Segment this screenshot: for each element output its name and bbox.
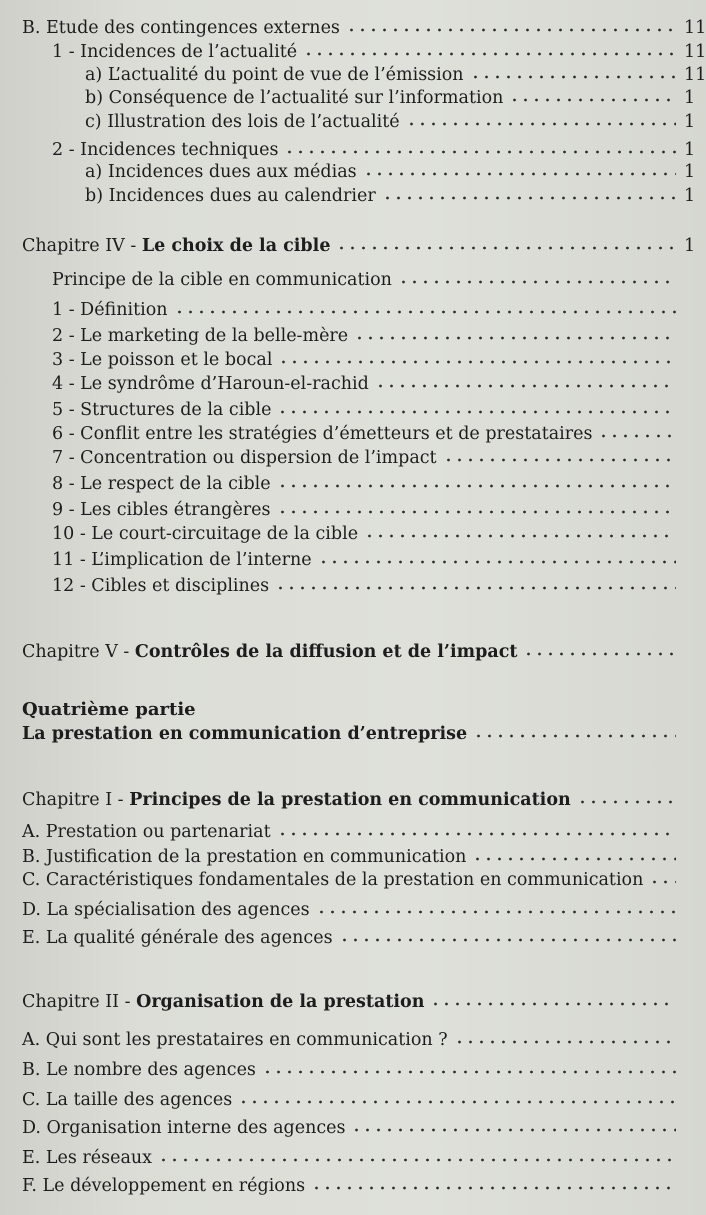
dot-leader (238, 1087, 676, 1105)
entry-label: E. Les réseaux (22, 1148, 153, 1168)
toc-entry (52, 267, 706, 293)
entry-label: 11 - L’implication de l’interne (52, 550, 312, 570)
entry-label: 5 - Structures de la cible (52, 400, 272, 420)
dot-leader (406, 109, 676, 127)
page-number: 1 (684, 186, 696, 206)
page-number: 1 (684, 162, 696, 182)
part-subtitle-text: La prestation en communication d’entreprise (22, 724, 468, 744)
toc-entry (52, 421, 706, 447)
entry-label: A. Qui sont les prestataires en communication ? (22, 1030, 448, 1050)
chapter-heading (22, 787, 706, 813)
toc-entry (52, 521, 706, 547)
dot-leader (316, 897, 676, 915)
entry-label: 10 - Le court-circuitage de la cible (52, 524, 359, 544)
entry-label: A. Prestation ou partenariat (22, 822, 271, 842)
chapter-title: Organisation de la prestation (136, 992, 425, 1012)
chapter-prefix: Chapitre V - (22, 642, 130, 662)
toc-entry (52, 323, 706, 349)
dot-leader (472, 844, 676, 862)
page-number: 1 (684, 88, 696, 108)
entry-label: 7 - Concentration ou dispersion de l’impact (52, 448, 437, 468)
entry-label: 3 - Le poisson et le bocal (52, 350, 273, 370)
dot-leader (649, 867, 676, 885)
toc-entry (22, 1057, 706, 1083)
toc-entry (52, 445, 706, 471)
entry-label: B. Le nombre des agences (22, 1060, 256, 1080)
entry-label: 6 - Conflit entre les stratégies d’émetteurs et de prestataires (52, 424, 593, 444)
toc-entry (22, 1173, 706, 1199)
dot-leader (598, 421, 676, 439)
entry-label: b) Incidences dues au calendrier (85, 186, 376, 206)
toc-entry (22, 1087, 706, 1113)
entry-label: 8 - Le respect de la cible (52, 474, 271, 494)
toc-entry (85, 85, 706, 111)
dot-leader (375, 371, 676, 389)
chapter-heading (22, 233, 706, 259)
dot-leader (262, 1057, 676, 1075)
dot-leader (473, 721, 676, 739)
dot-leader (277, 397, 676, 415)
entry-label: c) Illustration des lois de l’actualité (85, 112, 400, 132)
entry-label: F. Le développement en régions (22, 1176, 306, 1196)
entry-label: D. La spécialisation des agences (22, 900, 310, 920)
page-number: 1 (684, 140, 696, 160)
entry-label: 2 - Le marketing de la belle-mère (52, 326, 349, 346)
entry-label: a) Incidences dues aux médias (85, 162, 357, 182)
entry-label: C. La taille des agences (22, 1090, 233, 1110)
toc-entry (22, 15, 706, 41)
dot-leader (277, 497, 676, 515)
toc-entry (22, 1115, 706, 1141)
chapter-heading (22, 989, 706, 1015)
dot-leader (318, 547, 676, 565)
toc-entry (52, 471, 706, 497)
toc-entry (22, 897, 706, 923)
entry-label: C. Caractéristiques fondamentales de la prestation en communication (22, 870, 644, 890)
page-number: 11 (684, 65, 706, 85)
entry-label: B. Justification de la prestation en communication (22, 847, 467, 867)
toc-entry (52, 347, 706, 373)
dot-leader (443, 445, 676, 463)
dot-leader (398, 267, 676, 285)
toc-entry (52, 497, 706, 523)
page-number: 11 (684, 18, 706, 38)
entry-label: Principe de la cible en communication (52, 270, 392, 290)
toc-entry (52, 297, 706, 323)
dot-leader (430, 989, 676, 1007)
toc-entry (22, 819, 706, 845)
dot-leader (382, 183, 676, 201)
entry-label: D. Organisation interne des agences (22, 1118, 346, 1138)
dot-leader (363, 159, 676, 177)
dot-leader (509, 85, 676, 103)
dot-leader (277, 471, 676, 489)
chapter-title: Contrôles de la diffusion et de l’impact (134, 642, 518, 662)
entry-label: 4 - Le syndrôme d’Haroun-el-rachid (52, 374, 369, 394)
entry-label: B. Etude des contingences externes (22, 18, 340, 38)
dot-leader (577, 787, 676, 805)
page-number: 1 (684, 236, 696, 256)
dot-leader (158, 1145, 676, 1163)
toc-entry (85, 183, 706, 209)
chapter-prefix: Chapitre IV - (22, 236, 137, 256)
chapter-title: Le choix de la cible (141, 236, 331, 256)
dot-leader (364, 521, 676, 539)
page-number: 1 (684, 112, 696, 132)
dot-leader (284, 137, 676, 155)
entry-label: 1 - Incidences de l’actualité (52, 42, 298, 62)
toc-entry (22, 1027, 706, 1053)
toc-entry (52, 397, 706, 423)
entry-label: a) L’actualité du point de vue de l’émission (85, 65, 464, 85)
entry-label: 1 - Définition (52, 300, 168, 320)
chapter-heading (22, 639, 706, 665)
dot-leader (470, 62, 676, 80)
toc-entry (85, 159, 706, 185)
dot-leader (454, 1027, 676, 1045)
toc-entry (52, 573, 706, 599)
dot-leader (277, 819, 676, 837)
toc-entry (22, 925, 706, 951)
entry-label: 9 - Les cibles étrangères (52, 500, 271, 520)
part-title: Quatrième partie (22, 699, 196, 720)
toc-entry (52, 547, 706, 573)
dot-leader (351, 1115, 676, 1133)
dot-leader (278, 347, 676, 365)
dot-leader (354, 323, 676, 341)
entry-label: E. La qualité générale des agences (22, 928, 333, 948)
toc-entry (85, 109, 706, 135)
dot-leader (303, 39, 676, 57)
dot-leader (523, 639, 676, 657)
part-subtitle (22, 721, 706, 747)
chapter-prefix: Chapitre II - (22, 992, 131, 1012)
dot-leader (174, 297, 676, 315)
entry-label: 2 - Incidences techniques (52, 140, 279, 160)
chapter-title: Principes de la prestation en communication (129, 790, 571, 810)
dot-leader (275, 573, 676, 591)
entry-label: 12 - Cibles et disciplines (52, 576, 270, 596)
dot-leader (339, 925, 676, 943)
toc-entry (22, 867, 706, 893)
page-number: 11 (684, 42, 706, 62)
dot-leader (311, 1173, 676, 1191)
toc-entry (22, 1145, 706, 1171)
entry-label: b) Conséquence de l’actualité sur l’information (85, 88, 504, 108)
dot-leader (336, 233, 676, 251)
dot-leader (346, 15, 676, 33)
chapter-prefix: Chapitre I - (22, 790, 124, 810)
toc-entry (52, 371, 706, 397)
